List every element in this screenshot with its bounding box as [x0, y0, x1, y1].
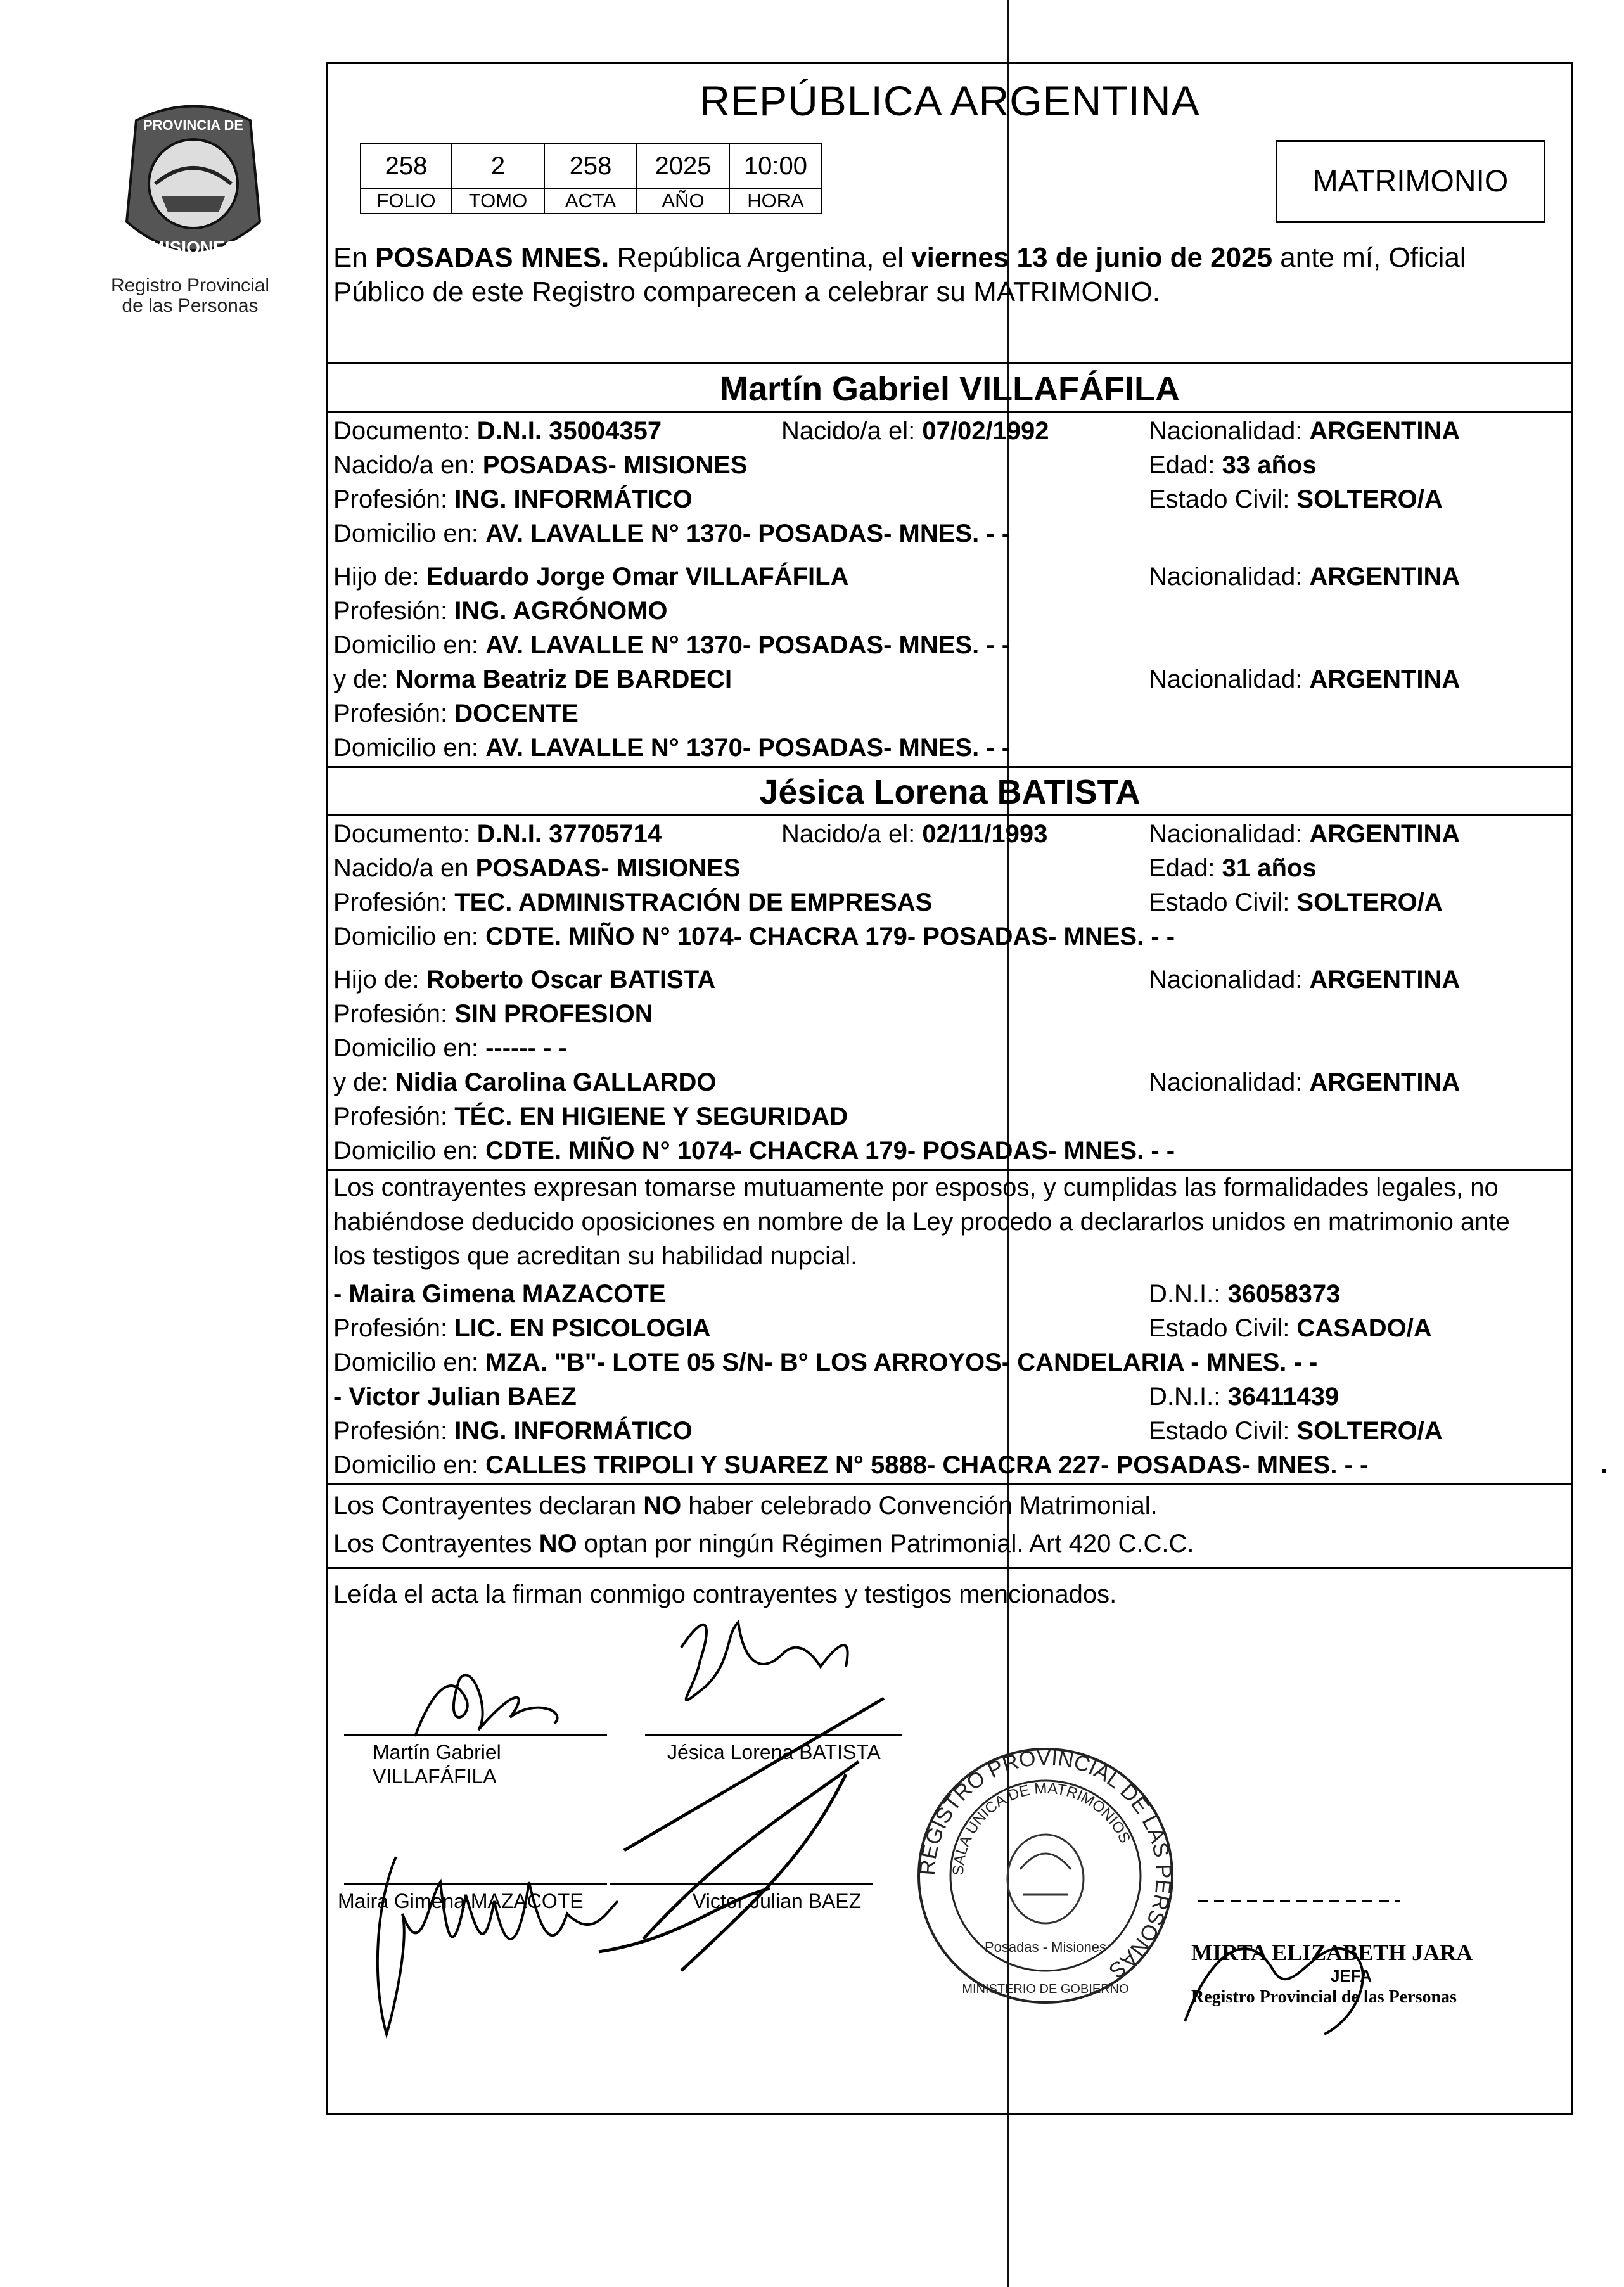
witness-2-address: Domicilio en: CALLES TRIPOLI Y SUAREZ N° 5888- CHACRA 227- POSADAS- MNES. - - — [333, 1451, 1369, 1479]
declaration-line-1: Los contrayentes expresan tomarse mutuamente por esposos, y cumplidas las formalidades legales, no — [333, 1174, 1499, 1201]
bride-father-profession: Profesión: SIN PROFESION — [333, 1000, 653, 1028]
groom-name: Martín Gabriel VILLAFÁFILA — [719, 370, 1180, 408]
divider — [328, 814, 1571, 816]
divider — [328, 1169, 1571, 1171]
folio-value: 258 — [361, 144, 452, 188]
acta-value: 258 — [544, 144, 637, 188]
intro-line-1 — [333, 241, 1466, 274]
witness-1-address: Domicilio en: MZA. "B"- LOTE 05 S/N- B° LOS ARROYOS- CANDELARIA - MNES. - - — [333, 1348, 1318, 1376]
bride-signature — [681, 1622, 848, 1700]
bride-mother-address: Domicilio en: CDTE. MIÑO N° 1074- CHACRA 179- POSADAS- MNES. - - — [333, 1137, 1175, 1165]
folio-label: FOLIO — [361, 188, 452, 214]
logo-bottom-text: MISIONES — [150, 238, 237, 257]
witness-2-name: - Victor Julian BAEZ — [333, 1383, 577, 1411]
country-title: REPÚBLICA ARGENTINA — [700, 77, 1200, 124]
bride-born-place: Nacido/a en POSADAS- MISIONES — [333, 854, 741, 882]
declaration-line-3: los testigos que acreditan su habilidad nupcial. — [333, 1242, 858, 1270]
intro-text-2: República Argentina, el — [609, 242, 912, 273]
witness-1-signature — [378, 1857, 618, 2034]
divider — [328, 766, 1571, 768]
bride-mother: y de: Nidia Carolina GALLARDO — [333, 1068, 717, 1096]
divider — [328, 1567, 1571, 1569]
groom-father: Hijo de: Eduardo Jorge Omar VILLAFÁFILA — [333, 563, 849, 591]
official-stamp — [912, 1743, 1179, 2009]
logo-caption-line-2: de las Personas — [122, 295, 259, 316]
intro-city: POSADAS MNES. — [375, 242, 610, 273]
hora-label: HORA — [729, 188, 822, 214]
divider — [328, 362, 1571, 364]
declaration-line-2: habiéndose deducido oposiciones en nombre de la Ley procedo a declararlos unidos en matrimonio ante — [333, 1208, 1510, 1236]
bride-age: Edad: 31 años — [1149, 854, 1317, 882]
groom-mother-profession: Profesión: DOCENTE — [333, 700, 579, 727]
convention-line-2: Los Contrayentes NO optan por ningún Régimen Patrimonial. Art 420 C.C.C. — [333, 1530, 1194, 1558]
stamp-inner-text: SALA ÚNICA DE MATRIMONIOS — [949, 1779, 1134, 1876]
official-name: MIRTA ELIZABETH JARA — [1191, 1940, 1473, 1965]
intro-date: viernes 13 de junio de 2025 — [911, 242, 1273, 273]
groom-doc: Documento: D.N.I. 35004357 — [333, 417, 662, 445]
record-type: MATRIMONIO — [1312, 165, 1509, 198]
witness-2-profession: Profesión: ING. INFORMÁTICO — [333, 1417, 693, 1445]
closing-text: Leída el acta la firman conmigo contrayentes y testigos mencionados. — [333, 1580, 1117, 1608]
bride-address: Domicilio en: CDTE. MIÑO N° 1074- CHACRA 179- POSADAS- MNES. - - — [333, 923, 1175, 951]
stamp-outer-text: REGISTRO PROVINCIAL DE LAS PERSONAS — [915, 1745, 1176, 1983]
official-signature-block — [1191, 1939, 1546, 2009]
tomo-value: 2 — [452, 144, 544, 188]
groom-signature-label: Martín Gabriel VILLAFÁFILA — [373, 1741, 501, 1788]
province-logo — [111, 95, 276, 279]
witness-1-signature-label: Maira Gimena MAZACOTE — [338, 1890, 584, 1912]
official-office: Registro Provincial de las Personas — [1191, 1987, 1457, 2007]
groom-father-nationality: Nacionalidad: ARGENTINA — [1149, 563, 1461, 591]
hora-value: 10:00 — [729, 144, 822, 188]
bride-civil-status: Estado Civil: SOLTERO/A — [1149, 888, 1443, 916]
record-type-box — [1276, 140, 1545, 223]
stamp-city: Posadas - Misiones — [985, 1939, 1106, 1955]
groom-address: Domicilio en: AV. LAVALLE N° 1370- POSADAS- MNES. - - — [333, 520, 1011, 548]
witness-1-dni: D.N.I.: 36058373 — [1149, 1280, 1341, 1308]
witness-2-dni: D.N.I.: 36411439 — [1149, 1383, 1339, 1411]
record-index-table — [360, 143, 822, 214]
witness-1-civil-status: Estado Civil: CASADO/A — [1149, 1314, 1432, 1342]
bride-mother-profession: Profesión: TÉC. EN HIGIENE Y SEGURIDAD — [333, 1103, 848, 1131]
logo-top-text: PROVINCIA DE — [143, 117, 244, 133]
divider — [328, 1483, 1571, 1485]
witness-2-civil-status: Estado Civil: SOLTERO/A — [1149, 1417, 1443, 1445]
tomo-label: TOMO — [452, 188, 544, 214]
stamp-ministry: MINISTERIO DE GOBIERNO — [962, 1982, 1129, 1996]
witness-2-signature — [599, 1698, 884, 1971]
groom-profession: Profesión: ING. INFORMÁTICO — [333, 485, 693, 513]
groom-born-date: Nacido/a el: 07/02/1992 — [781, 417, 1049, 445]
bride-nationality: Nacionalidad: ARGENTINA — [1149, 820, 1461, 848]
bride-name: Jésica Lorena BATISTA — [759, 773, 1141, 811]
convention-line-1: Los Contrayentes declaran NO haber celebrado Convención Matrimonial. — [333, 1492, 1158, 1520]
groom-nationality: Nacionalidad: ARGENTINA — [1149, 417, 1461, 445]
logo-caption — [76, 276, 304, 316]
groom-father-profession: Profesión: ING. AGRÓNOMO — [333, 597, 668, 625]
witness-2-signature-label: Victor Julian BAEZ — [693, 1890, 862, 1912]
groom-age: Edad: 33 años — [1149, 451, 1317, 479]
intro-text: En — [333, 242, 376, 273]
anio-label: AÑO — [637, 188, 729, 214]
intro-text-3: ante mí, Oficial — [1272, 242, 1466, 273]
bride-father: Hijo de: Roberto Oscar BATISTA — [333, 966, 716, 994]
groom-civil-status: Estado Civil: SOLTERO/A — [1149, 485, 1443, 513]
witness-1-name: - Maira Gimena MAZACOTE — [333, 1280, 666, 1308]
bride-born-date: Nacido/a el: 02/11/1993 — [781, 820, 1048, 848]
bride-father-nationality: Nacionalidad: ARGENTINA — [1149, 966, 1461, 994]
intro-line-2: Público de este Registro comparecen a celebrar su MATRIMONIO. — [333, 276, 1161, 307]
groom-born-place: Nacido/a en: POSADAS- MISIONES — [333, 451, 748, 479]
bride-doc: Documento: D.N.I. 37705714 — [333, 820, 662, 848]
acta-label: ACTA — [544, 188, 637, 214]
bride-father-address: Domicilio en: ------ - - — [333, 1034, 567, 1062]
official-title: JEFA — [1331, 1966, 1372, 1985]
bride-signature-label: Jésica Lorena BATISTA — [667, 1741, 881, 1764]
groom-father-address: Domicilio en: AV. LAVALLE N° 1370- POSADAS- MNES. - - — [333, 631, 1011, 659]
groom-mother-nationality: Nacionalidad: ARGENTINA — [1149, 665, 1461, 693]
groom-mother: y de: Norma Beatriz DE BARDECI — [333, 665, 732, 693]
groom-signature — [415, 1675, 558, 1736]
bride-profession: Profesión: TEC. ADMINISTRACIÓN DE EMPRESAS — [333, 888, 933, 916]
bride-mother-nationality: Nacionalidad: ARGENTINA — [1149, 1068, 1461, 1096]
anio-value: 2025 — [637, 144, 729, 188]
witness-1-profession: Profesión: LIC. EN PSICOLOGIA — [333, 1314, 711, 1342]
margin-mark — [1602, 1469, 1606, 1473]
groom-mother-address: Domicilio en: AV. LAVALLE N° 1370- POSADAS- MNES. - - — [333, 734, 1011, 762]
divider — [328, 411, 1571, 413]
logo-caption-line-1: Registro Provincial — [110, 275, 270, 296]
